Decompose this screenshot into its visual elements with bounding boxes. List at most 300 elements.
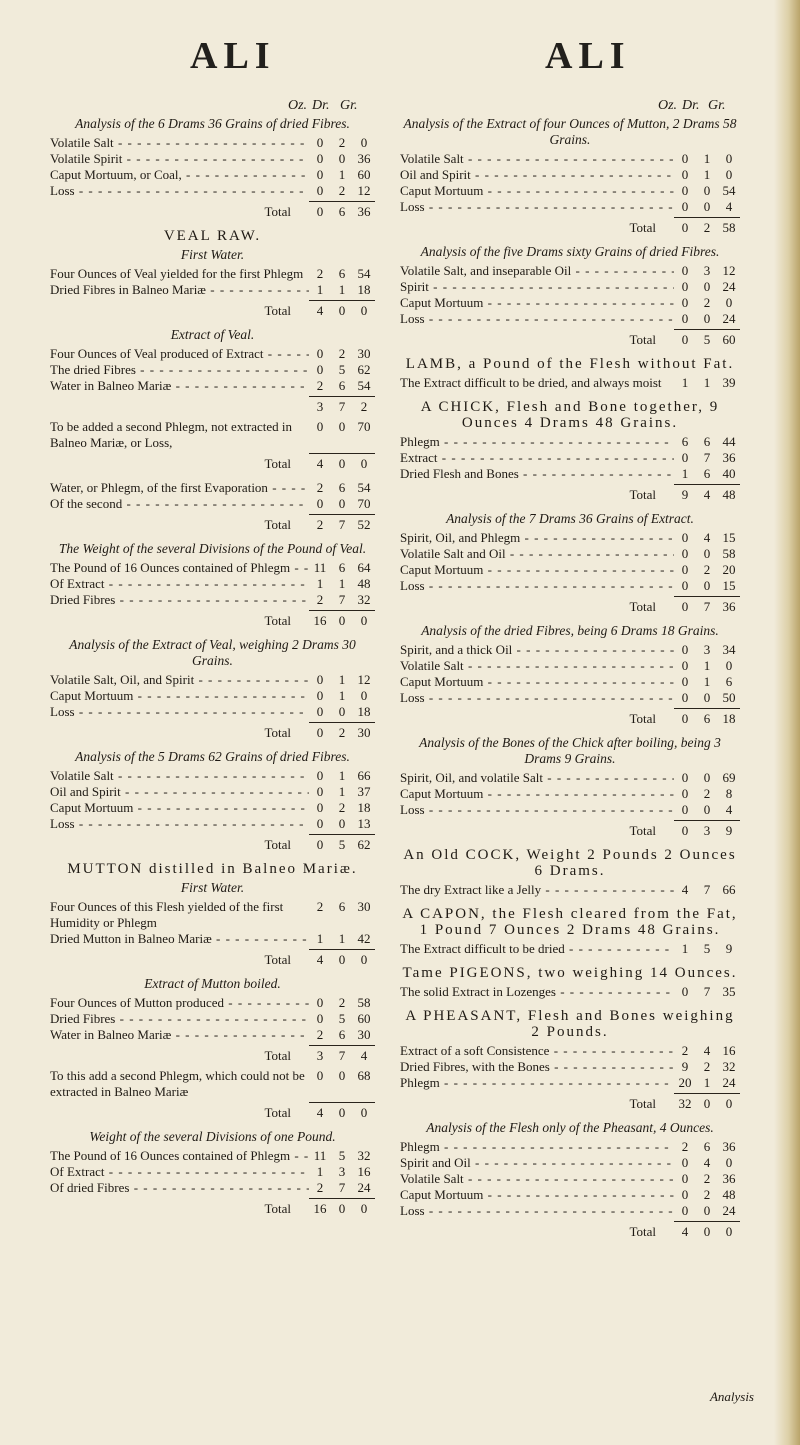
unit-gr: Gr. xyxy=(340,98,358,113)
value-dr: 1 xyxy=(338,931,346,946)
value-gr: 60 xyxy=(357,167,371,182)
table-row xyxy=(400,466,740,482)
value-oz: 0 xyxy=(681,802,689,817)
value-dr: 0 xyxy=(338,816,346,831)
value-gr: 0 xyxy=(725,1224,733,1239)
value-oz: 0 xyxy=(316,704,324,719)
value-gr: 32 xyxy=(722,1059,736,1074)
value-gr: 24 xyxy=(722,279,736,294)
table-row xyxy=(50,1068,375,1100)
section xyxy=(50,228,375,319)
value-dr: 1 xyxy=(338,282,346,297)
row-label: Oil and Spirit - - - xyxy=(50,784,309,800)
value-dr: 6 xyxy=(338,378,346,393)
total-label: Total xyxy=(629,220,656,235)
row-values xyxy=(674,1203,740,1219)
total-row xyxy=(50,1105,375,1121)
total-row xyxy=(400,1224,740,1240)
value-gr: 0 xyxy=(725,167,733,182)
value-gr: 66 xyxy=(357,768,371,783)
value-gr: 37 xyxy=(357,784,371,799)
table-row xyxy=(400,882,740,898)
table-row xyxy=(400,690,740,706)
row-label: Four Ounces of Veal produced of Extract - - - xyxy=(50,346,309,362)
row-label: Loss - - - xyxy=(400,199,674,215)
section-title: LAMB, a Pound of the Flesh without Fat. xyxy=(405,356,735,372)
value-dr: 1 xyxy=(703,674,711,689)
value-dr: 2 xyxy=(703,562,711,577)
row-label: Volatile Salt - - - xyxy=(400,658,674,674)
catchword: Analysis xyxy=(709,1389,754,1404)
row-values xyxy=(674,220,740,236)
subtotal-value: 2 xyxy=(360,399,368,414)
value-oz: 0 xyxy=(316,672,324,687)
row-values xyxy=(674,882,740,898)
value-oz: 0 xyxy=(316,167,324,182)
value-dr: 2 xyxy=(338,135,346,150)
value-dr: 4 xyxy=(703,530,711,545)
total-row xyxy=(50,303,375,319)
sum-rule xyxy=(309,834,375,835)
row-values xyxy=(674,295,740,311)
value-oz: 2 xyxy=(316,378,324,393)
value-oz: 16 xyxy=(313,613,327,628)
value-oz: 0 xyxy=(681,823,689,838)
row-values xyxy=(309,480,375,496)
row-values xyxy=(674,375,740,391)
value-gr: 30 xyxy=(357,1027,371,1042)
row-label: Caput Mortuum - - - xyxy=(400,562,674,578)
table-row xyxy=(400,1203,740,1219)
row-label: Of dried Fibres - - - xyxy=(50,1180,309,1196)
value-oz: 1 xyxy=(681,466,689,481)
value-gr: 58 xyxy=(357,995,371,1010)
value-gr: 30 xyxy=(357,725,371,740)
row-values xyxy=(309,768,375,784)
page-edge xyxy=(774,0,800,1445)
table-row xyxy=(400,183,740,199)
row-values xyxy=(309,995,375,1011)
table-row xyxy=(50,704,375,720)
value-gr: 30 xyxy=(357,899,371,914)
row-values xyxy=(309,167,375,183)
row-values xyxy=(309,151,375,167)
row-values xyxy=(674,562,740,578)
section-title: A CAPON, the Flesh cleared from the Fat, 1 Pound 7 Ounces 2 Drams 48 Grains. xyxy=(402,906,738,938)
row-label: Loss - - - xyxy=(50,183,309,199)
row-values xyxy=(674,674,740,690)
section xyxy=(400,244,740,348)
value-dr: 3 xyxy=(338,1164,346,1179)
value-gr: 18 xyxy=(357,282,371,297)
value-dr: 0 xyxy=(338,303,346,318)
value-oz: 2 xyxy=(681,1139,689,1154)
total-row xyxy=(400,220,740,236)
section-title: An Old COCK, Weight 2 Pounds 2 Ounces 6 Drams. xyxy=(403,847,737,879)
row-values xyxy=(674,450,740,466)
table-row xyxy=(50,183,375,199)
value-gr: 34 xyxy=(722,642,736,657)
row-values xyxy=(674,167,740,183)
row-label: Volatile Salt - - - xyxy=(50,135,309,151)
value-oz: 16 xyxy=(313,1201,327,1216)
row-label: Dried Fibres - - - xyxy=(50,1011,309,1027)
row-values xyxy=(309,837,375,853)
value-dr: 1 xyxy=(703,167,711,182)
row-label: Water in Balneo Mariæ - - - xyxy=(50,378,309,394)
value-oz: 0 xyxy=(681,786,689,801)
row-values xyxy=(309,204,375,220)
section xyxy=(50,1129,375,1217)
table-row xyxy=(400,786,740,802)
row-values xyxy=(674,546,740,562)
value-dr: 3 xyxy=(703,823,711,838)
value-oz: 0 xyxy=(316,816,324,831)
value-dr: 0 xyxy=(703,1096,711,1111)
row-label: Volatile Salt - - - xyxy=(400,151,674,167)
row-values xyxy=(309,688,375,704)
total-row xyxy=(400,823,740,839)
value-dr: 0 xyxy=(703,690,711,705)
section-title: Tame PIGEONS, two weighing 14 Ounces. xyxy=(402,965,738,981)
value-gr: 58 xyxy=(722,546,736,561)
sum-rule xyxy=(309,514,375,515)
value-dr: 1 xyxy=(703,658,711,673)
row-label: Dried Flesh and Bones - - - xyxy=(400,466,674,482)
value-gr: 0 xyxy=(360,952,368,967)
table-row xyxy=(400,802,740,818)
total-label: Total xyxy=(629,711,656,726)
table-row xyxy=(400,984,740,1000)
value-dr: 6 xyxy=(703,466,711,481)
value-oz: 2 xyxy=(316,592,324,607)
value-gr: 66 xyxy=(722,882,736,897)
table-row xyxy=(400,167,740,183)
value-gr: 8 xyxy=(725,786,733,801)
value-dr: 1 xyxy=(703,375,711,390)
value-oz: 2 xyxy=(316,1027,324,1042)
value-dr: 7 xyxy=(338,592,346,607)
sum-rule xyxy=(309,300,375,301)
value-gr: 4 xyxy=(360,1048,368,1063)
total-row xyxy=(400,711,740,727)
value-dr: 7 xyxy=(338,517,346,532)
value-dr: 7 xyxy=(338,1180,346,1195)
row-label: Four Ounces of Veal yielded for the first Phlegm xyxy=(50,266,304,281)
row-label: Volatile Spirit - - - xyxy=(50,151,309,167)
value-oz: 0 xyxy=(316,183,324,198)
table-row xyxy=(50,419,375,451)
value-gr: 32 xyxy=(357,592,371,607)
row-label: Loss - - - xyxy=(400,311,674,327)
row-values xyxy=(309,399,375,415)
row-values xyxy=(309,1180,375,1196)
value-dr: 0 xyxy=(338,1201,346,1216)
row-values xyxy=(309,899,375,915)
value-oz: 0 xyxy=(316,995,324,1010)
value-dr: 6 xyxy=(338,204,346,219)
row-values xyxy=(674,311,740,327)
table-row xyxy=(400,1075,740,1091)
value-oz: 1 xyxy=(681,375,689,390)
total-row xyxy=(50,613,375,629)
subtotal-value: 3 xyxy=(316,399,324,414)
running-head-right: ALI xyxy=(545,35,631,77)
value-oz: 0 xyxy=(316,135,324,150)
row-label: Four Ounces of Mutton produced - - - xyxy=(50,995,309,1011)
section xyxy=(400,847,740,898)
value-dr: 6 xyxy=(338,1027,346,1042)
value-gr: 0 xyxy=(360,1201,368,1216)
row-label: Extract - - - xyxy=(400,450,674,466)
row-values xyxy=(309,1011,375,1027)
row-label: Volatile Salt - - - xyxy=(50,768,309,784)
table-row xyxy=(50,167,375,183)
row-label: Spirit, Oil, and volatile Salt - - - xyxy=(400,770,674,786)
row-values xyxy=(309,1105,375,1121)
value-dr: 4 xyxy=(703,1155,711,1170)
value-gr: 32 xyxy=(357,1148,371,1163)
value-oz: 6 xyxy=(681,434,689,449)
value-oz: 0 xyxy=(681,562,689,577)
value-gr: 54 xyxy=(357,378,371,393)
value-gr: 16 xyxy=(357,1164,371,1179)
value-gr: 30 xyxy=(357,346,371,361)
row-label: Volatile Salt and Oil - - - xyxy=(400,546,674,562)
total-label: Total xyxy=(264,725,291,740)
value-dr: 2 xyxy=(338,183,346,198)
value-dr: 5 xyxy=(338,1011,346,1026)
table-row xyxy=(400,1171,740,1187)
value-gr: 0 xyxy=(360,613,368,628)
row-label: The Pound of 16 Ounces contained of Phlegm - - - xyxy=(50,560,309,576)
table-row xyxy=(400,279,740,295)
section-title: Analysis of the Extract of four Ounces of Mutton, 2 Drams 58 Grains. xyxy=(403,116,737,147)
value-oz: 0 xyxy=(316,725,324,740)
value-dr: 2 xyxy=(703,1059,711,1074)
table-row xyxy=(400,578,740,594)
value-gr: 18 xyxy=(357,800,371,815)
sum-rule xyxy=(309,949,375,950)
value-gr: 24 xyxy=(722,311,736,326)
row-values xyxy=(309,362,375,378)
table-row xyxy=(50,768,375,784)
value-gr: 36 xyxy=(722,599,736,614)
row-values xyxy=(674,690,740,706)
section xyxy=(400,906,740,957)
section-subtitle: First Water. xyxy=(180,880,245,895)
value-gr: 6 xyxy=(725,674,733,689)
value-gr: 52 xyxy=(357,517,371,532)
sum-rule xyxy=(309,1198,375,1199)
value-oz: 0 xyxy=(681,332,689,347)
sum-rule xyxy=(674,484,740,485)
value-dr: 5 xyxy=(338,362,346,377)
row-values xyxy=(674,199,740,215)
row-values xyxy=(309,613,375,629)
value-oz: 0 xyxy=(316,204,324,219)
value-gr: 20 xyxy=(722,562,736,577)
row-values xyxy=(674,466,740,482)
section-title: The Weight of the several Divisions of the Pound of Veal. xyxy=(58,541,367,556)
total-label: Total xyxy=(629,823,656,838)
value-gr: 12 xyxy=(722,263,736,278)
unit-dr: Dr. xyxy=(682,98,700,113)
total-row xyxy=(50,204,375,220)
total-row xyxy=(400,599,740,615)
row-values xyxy=(674,578,740,594)
total-label: Total xyxy=(264,456,291,471)
value-oz: 0 xyxy=(681,530,689,545)
value-oz: 0 xyxy=(681,151,689,166)
value-dr: 1 xyxy=(338,688,346,703)
section xyxy=(400,1008,740,1112)
row-values xyxy=(309,1048,375,1064)
value-dr: 0 xyxy=(338,496,346,511)
value-dr: 2 xyxy=(338,725,346,740)
value-dr: 0 xyxy=(703,199,711,214)
row-label: Volatile Salt, Oil, and Spirit - - - xyxy=(50,672,309,688)
table-row xyxy=(50,931,375,947)
table-row xyxy=(400,1139,740,1155)
total-label: Total xyxy=(264,837,291,852)
value-oz: 0 xyxy=(681,984,689,999)
total-row xyxy=(400,1096,740,1112)
value-dr: 1 xyxy=(338,167,346,182)
table-row xyxy=(50,378,375,394)
total-row xyxy=(50,952,375,968)
section-title: Weight of the several Divisions of one Pound. xyxy=(89,1129,336,1144)
total-label: Total xyxy=(264,517,291,532)
row-values xyxy=(674,1096,740,1112)
row-values xyxy=(674,786,740,802)
sum-rule xyxy=(309,453,375,454)
value-dr: 0 xyxy=(703,183,711,198)
subtotal-value: 7 xyxy=(338,399,346,414)
row-label: Phlegm - - - xyxy=(400,1075,674,1091)
value-oz: 2 xyxy=(316,899,324,914)
value-oz: 0 xyxy=(316,688,324,703)
value-oz: 0 xyxy=(316,346,324,361)
value-gr: 0 xyxy=(360,1105,368,1120)
value-gr: 0 xyxy=(360,303,368,318)
value-oz: 0 xyxy=(681,279,689,294)
value-gr: 15 xyxy=(722,578,736,593)
value-gr: 39 xyxy=(722,375,736,390)
total-label: Total xyxy=(264,204,291,219)
value-dr: 7 xyxy=(703,450,711,465)
section xyxy=(400,511,740,615)
row-values xyxy=(674,1075,740,1091)
row-label: The solid Extract in Lozenges - - - xyxy=(400,984,674,1000)
value-dr: 4 xyxy=(703,1043,711,1058)
value-oz: 0 xyxy=(316,837,324,852)
value-dr: 2 xyxy=(703,220,711,235)
table-row xyxy=(50,899,375,931)
section xyxy=(50,637,375,741)
row-values xyxy=(309,456,375,472)
row-values xyxy=(674,642,740,658)
value-oz: 2 xyxy=(316,1180,324,1195)
table-row xyxy=(50,496,375,512)
section-title: Extract of Veal. xyxy=(170,327,255,342)
total-row xyxy=(50,725,375,741)
value-dr: 2 xyxy=(703,295,711,310)
value-oz: 2 xyxy=(316,480,324,495)
value-dr: 0 xyxy=(703,1203,711,1218)
row-values xyxy=(674,1059,740,1075)
value-dr: 3 xyxy=(703,263,711,278)
row-values xyxy=(309,560,375,576)
table-row xyxy=(50,1011,375,1027)
section-title: VEAL RAW. xyxy=(163,228,262,244)
row-label: Water in Balneo Mariæ - - - xyxy=(50,1027,309,1043)
value-dr: 5 xyxy=(338,837,346,852)
value-gr: 60 xyxy=(722,332,736,347)
sum-rule xyxy=(309,610,375,611)
table-row xyxy=(50,995,375,1011)
row-label: Four Ounces of this Flesh yielded of the first Humidity or Phlegm xyxy=(50,899,284,930)
sum-rule xyxy=(309,396,375,397)
row-label: Oil and Spirit - - - xyxy=(400,167,674,183)
value-dr: 7 xyxy=(703,882,711,897)
table-row xyxy=(400,434,740,450)
value-oz: 4 xyxy=(681,1224,689,1239)
value-dr: 2 xyxy=(338,346,346,361)
row-values xyxy=(309,266,375,282)
value-dr: 2 xyxy=(703,1171,711,1186)
unit-oz: Oz. xyxy=(658,98,678,113)
value-dr: 6 xyxy=(703,711,711,726)
section-title: Analysis of the 6 Drams 36 Grains of dried Fibres. xyxy=(75,116,350,131)
row-values xyxy=(674,711,740,727)
total-label: Total xyxy=(629,1096,656,1111)
row-values xyxy=(674,279,740,295)
table-row xyxy=(400,530,740,546)
value-gr: 0 xyxy=(360,456,368,471)
value-oz: 2 xyxy=(316,266,324,281)
row-label: Of Extract - - - xyxy=(50,576,309,592)
value-dr: 5 xyxy=(338,1148,346,1163)
value-gr: 0 xyxy=(725,295,733,310)
section xyxy=(50,480,375,533)
value-oz: 4 xyxy=(681,882,689,897)
row-label: Spirit, and a thick Oil - - - xyxy=(400,642,674,658)
row-values xyxy=(674,530,740,546)
unit-gr: Gr. xyxy=(708,98,726,113)
value-gr: 54 xyxy=(722,183,736,198)
value-gr: 48 xyxy=(722,1187,736,1202)
row-values xyxy=(309,135,375,151)
value-dr: 6 xyxy=(338,266,346,281)
section xyxy=(400,399,740,503)
row-values xyxy=(674,599,740,615)
left-column xyxy=(50,98,375,1225)
sum-rule xyxy=(674,596,740,597)
right-column xyxy=(400,98,740,1248)
value-oz: 0 xyxy=(681,690,689,705)
total-label: Total xyxy=(264,1105,291,1120)
total-label: Total xyxy=(629,599,656,614)
row-values xyxy=(309,517,375,533)
value-oz: 0 xyxy=(316,800,324,815)
value-gr: 0 xyxy=(725,658,733,673)
row-label: Caput Mortuum - - - xyxy=(50,800,309,816)
value-dr: 7 xyxy=(338,1048,346,1063)
unit-header xyxy=(50,98,375,114)
value-gr: 4 xyxy=(725,802,733,817)
value-oz: 0 xyxy=(681,311,689,326)
